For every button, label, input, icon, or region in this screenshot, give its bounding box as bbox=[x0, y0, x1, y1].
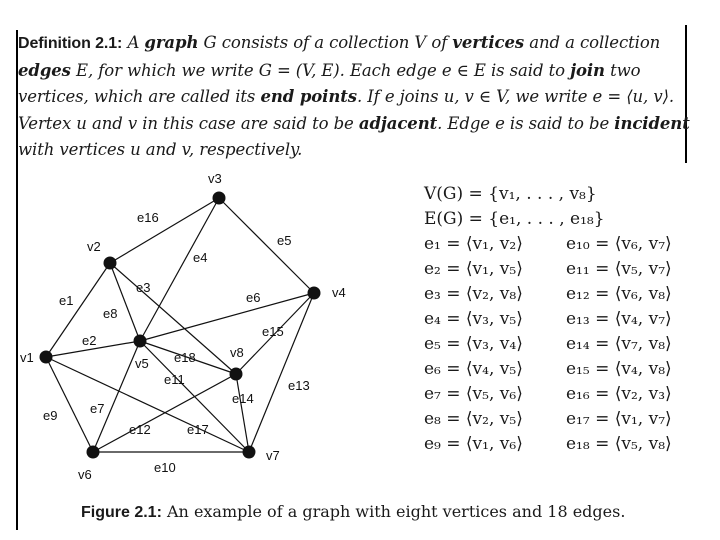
definition-block bbox=[18, 30, 708, 164]
edge-def-left: e₇ = ⟨v₅, v₆⟩ bbox=[424, 384, 523, 404]
vertex-v1 bbox=[40, 351, 53, 364]
term-edges: edges bbox=[18, 60, 71, 80]
edge-label-e8: e8 bbox=[103, 306, 118, 321]
vertex-v7 bbox=[243, 446, 256, 459]
edge-def-left: e₅ = ⟨v₃, v₄⟩ bbox=[424, 334, 523, 354]
edge-label-e18: e18 bbox=[174, 350, 196, 365]
edge-def-row bbox=[424, 257, 672, 282]
figure-caption bbox=[81, 502, 625, 522]
edge-line-e6 bbox=[140, 293, 314, 341]
vertex-v2 bbox=[104, 257, 117, 270]
vertex-label-v6: v6 bbox=[78, 467, 92, 482]
edge-def-left: e₉ = ⟨v₁, v₆⟩ bbox=[424, 434, 523, 454]
edge-label-e5: e5 bbox=[277, 233, 292, 248]
edge-label-e2: e2 bbox=[82, 333, 97, 348]
vertex-v3 bbox=[213, 192, 226, 205]
term-graph: graph bbox=[144, 33, 199, 52]
edge-label-e3: e3 bbox=[136, 280, 151, 295]
edge-label-e12: e12 bbox=[129, 422, 151, 437]
edge-label-e14: e14 bbox=[232, 391, 254, 406]
edge-def-right: e₁₆ = ⟨v₂, v₃⟩ bbox=[566, 384, 672, 404]
term-end-points: end points bbox=[260, 87, 357, 106]
vertex-label-v3: v3 bbox=[208, 171, 222, 186]
edge-def-right: e₁₀ = ⟨v₆, v₇⟩ bbox=[566, 234, 672, 254]
edge-label-e13: e13 bbox=[288, 378, 310, 393]
edge-def-row bbox=[424, 407, 672, 432]
edge-line-e5 bbox=[219, 198, 314, 293]
edge-line-e9 bbox=[46, 357, 93, 452]
edge-def-row bbox=[424, 282, 672, 307]
definition-line-1: Definition 2.1: A graph G consists of a collection V of vertices and a collection bbox=[18, 33, 661, 52]
vertex-label-v5: v5 bbox=[135, 356, 149, 371]
edge-def-row bbox=[424, 357, 672, 382]
edge-def-left: e₆ = ⟨v₄, v₅⟩ bbox=[424, 359, 523, 379]
edge-def-right: e₁₈ = ⟨v₅, v₈⟩ bbox=[566, 434, 672, 454]
vertex-set-equation: V(G) = {v₁, . . . , v₈} bbox=[424, 184, 597, 204]
edge-set-equation: E(G) = {e₁, . . . , e₁₈} bbox=[424, 209, 605, 229]
edge-def-right: e₁₂ = ⟨v₆, v₈⟩ bbox=[566, 284, 672, 304]
definition-line-5: with vertices u and v, respectively. bbox=[18, 140, 303, 159]
edge-label-e7: e7 bbox=[90, 401, 105, 416]
definition-line-2: edges E, for which we write G = (V, E). Each edge e ∈ E is said to join two bbox=[18, 60, 641, 80]
edge-label-e15: e15 bbox=[262, 324, 284, 339]
edge-label-e6: e6 bbox=[246, 290, 261, 305]
edge-def-right: e₁₃ = ⟨v₄, v₇⟩ bbox=[566, 309, 672, 329]
definition-label: Definition 2.1: bbox=[18, 35, 123, 52]
edge-label-e9: e9 bbox=[43, 408, 58, 423]
vertex-v6 bbox=[87, 446, 100, 459]
edge-label-e4: e4 bbox=[193, 250, 208, 265]
edge-def-row bbox=[424, 307, 672, 332]
graph-figure bbox=[0, 165, 420, 495]
edge-def-left: e₂ = ⟨v₁, v₅⟩ bbox=[424, 259, 523, 279]
edge-line-e13 bbox=[249, 293, 314, 452]
edge-def-row bbox=[424, 332, 672, 357]
term-join: join bbox=[570, 60, 605, 80]
vertex-v8 bbox=[230, 368, 243, 381]
edge-def-right: e₁₇ = ⟨v₁, v₇⟩ bbox=[566, 409, 672, 429]
vertex-label-v1: v1 bbox=[20, 350, 34, 365]
edge-label-e10: e10 bbox=[154, 460, 176, 475]
edge-def-row bbox=[424, 432, 672, 457]
edge-line-e8 bbox=[110, 263, 140, 341]
edge-def-left: e₁ = ⟨v₁, v₂⟩ bbox=[424, 234, 523, 254]
edge-def-right: e₁₄ = ⟨v₇, v₈⟩ bbox=[566, 334, 672, 354]
edge-label-e16: e16 bbox=[137, 210, 159, 225]
edge-line-e17 bbox=[46, 357, 249, 452]
definition-line-3: vertices, which are called its end points. If e joins u, v ∈ V, we write e = ⟨u, v⟩. bbox=[18, 87, 675, 106]
caption-text: An example of a graph with eight vertices and 18 edges. bbox=[161, 502, 626, 521]
edge-def-right: e₁₅ = ⟨v₄, v₈⟩ bbox=[566, 359, 672, 379]
caption-label: Figure 2.1: bbox=[81, 504, 162, 521]
edge-def-row bbox=[424, 232, 672, 257]
vertex-v5 bbox=[134, 335, 147, 348]
edge-label-e11: e11 bbox=[164, 372, 185, 387]
vertex-label-v2: v2 bbox=[87, 239, 101, 254]
definition-line-4: Vertex u and v in this case are said to be adjacent. Edge e is said to be incident bbox=[18, 113, 690, 133]
edge-def-right: e₁₁ = ⟨v₅, v₇⟩ bbox=[566, 259, 672, 279]
edge-def-left: e₄ = ⟨v₃, v₅⟩ bbox=[424, 309, 523, 329]
edge-label-e1: e1 bbox=[59, 293, 74, 308]
vertex-label-v4: v4 bbox=[332, 285, 346, 300]
equations-block bbox=[424, 182, 672, 457]
edge-def-left: e₃ = ⟨v₂, v₈⟩ bbox=[424, 284, 523, 304]
edge-line-e1 bbox=[46, 263, 110, 357]
vertex-label-v8: v8 bbox=[230, 345, 244, 360]
edge-def-left: e₈ = ⟨v₂, v₅⟩ bbox=[424, 409, 523, 429]
term-incident: incident bbox=[614, 113, 690, 133]
vertex-label-v7: v7 bbox=[266, 448, 280, 463]
edge-def-row bbox=[424, 382, 672, 407]
vertex-v4 bbox=[308, 287, 321, 300]
edge-label-e17: e17 bbox=[187, 422, 209, 437]
term-vertices: vertices bbox=[452, 33, 525, 52]
edge-line-e3 bbox=[110, 263, 236, 374]
term-adjacent: adjacent bbox=[358, 113, 438, 133]
